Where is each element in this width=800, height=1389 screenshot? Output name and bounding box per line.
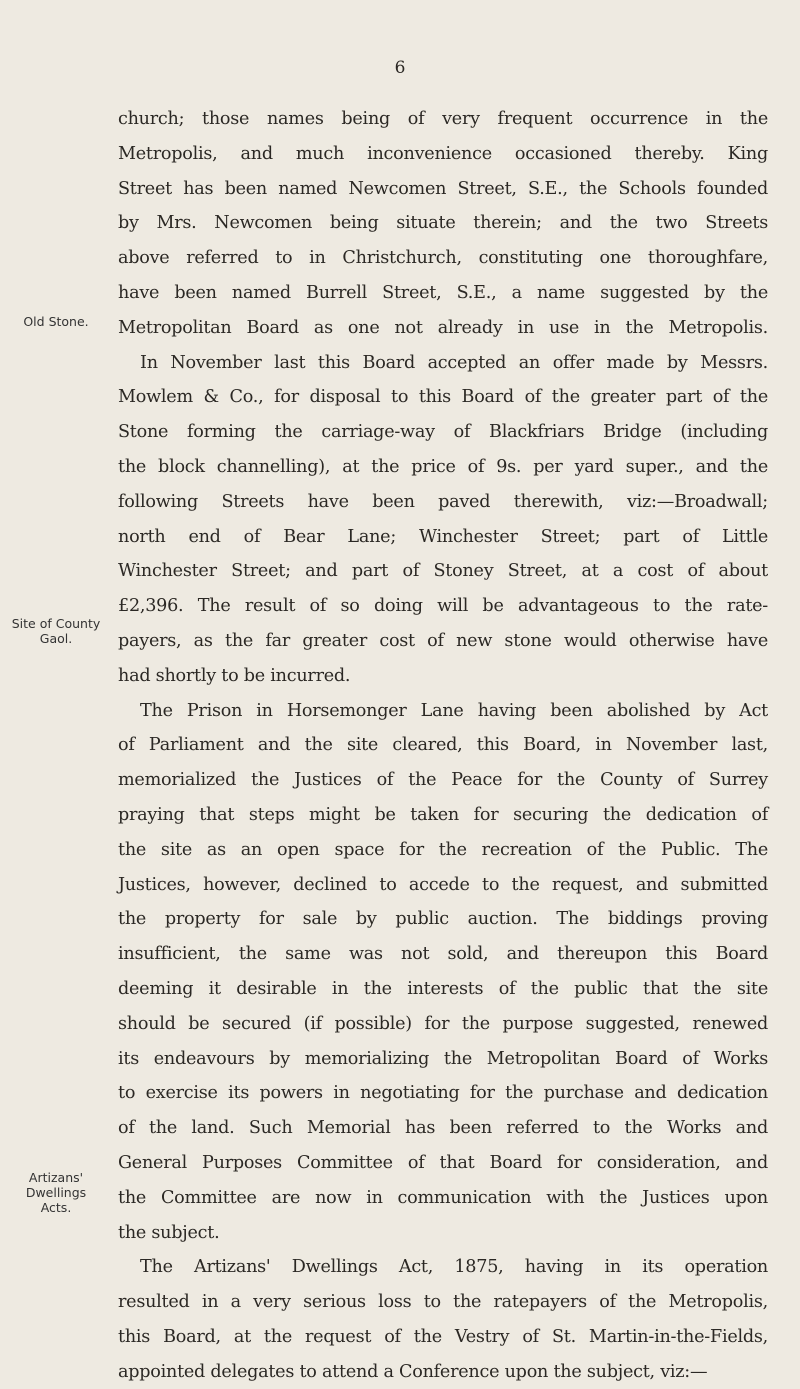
text-line: the block channelling), at the price of 9s. per yard super., and the (118, 456, 768, 477)
margin-note-line: Acts. (40, 1200, 72, 1215)
text-line: the Committee are now in communication with the Justices upon (118, 1187, 768, 1208)
text-line: payers, as the far greater cost of new stone would otherwise have (118, 630, 768, 651)
margin-note-line: Dwellings (25, 1185, 87, 1200)
paragraph-county-gaol (118, 694, 768, 1251)
body-text (118, 102, 768, 1389)
text-line: Justices, however, declined to accede to the request, and submitted (118, 874, 768, 895)
text-line: Mowlem & Co., for disposal to this Board of the greater part of the (118, 387, 768, 408)
text-line: above referred to in Christchurch, constituting one thoroughfare, (118, 248, 768, 269)
text-line: £2,396. The result of so doing will be advantageous to the rate- (118, 596, 768, 617)
text-line: memorialized the Justices of the Peace for the County of Surrey (118, 770, 768, 791)
text-line: had shortly to be incurred. (118, 665, 351, 686)
margin-note-line: Artizans' (28, 1170, 84, 1185)
text-line: by Mrs. Newcomen being situate therein; and the two Streets (118, 213, 768, 234)
text-line: this Board, at the request of the Vestry of St. Martin-in-the-Fields, (118, 1326, 768, 1347)
paragraph-old-stone (118, 346, 768, 694)
text-line: north end of Bear Lane; Winchester Street; part of Little (118, 526, 768, 547)
text-line: The Artizans' Dwellings Act, 1875, having in its operation (140, 1257, 768, 1278)
text-line: following Streets have been paved therewith, viz:—Broadwall; (118, 491, 768, 512)
paragraph-artizans-dwellings (118, 1250, 768, 1389)
margin-note-old-stone (0, 314, 112, 329)
text-line: to exercise its powers in negotiating for the purchase and dedication (118, 1083, 768, 1104)
text-line: Winchester Street; and part of Stoney Street, at a cost of about (118, 561, 768, 582)
text-line: Stone forming the carriage-way of Blackfriars Bridge (including (118, 422, 768, 443)
text-line: should be secured (if possible) for the purpose suggested, renewed (118, 1013, 768, 1034)
text-line: the property for sale by public auction. The biddings proving (118, 909, 768, 930)
text-line: the subject. (118, 1222, 220, 1243)
text-line: appointed delegates to attend a Conference upon the subject, viz:— (118, 1361, 708, 1382)
text-line: The Prison in Horsemonger Lane having been abolished by Act (140, 700, 768, 721)
margin-note-artizans-dwellings (0, 1170, 112, 1215)
text-line: church; those names being of very frequent occurrence in the (118, 109, 768, 129)
margin-note-site-of-county-gaol (0, 616, 112, 646)
margin-note-line: Gaol. (39, 631, 73, 646)
text-line: the site as an open space for the recreation of the Public. The (118, 839, 768, 860)
text-line: its endeavours by memorializing the Metropolitan Board of Works (118, 1048, 768, 1069)
text-line: resulted in a very serious loss to the ratepayers of the Metropolis, (118, 1292, 768, 1313)
text-line: have been named Burrell Street, S.E., a name suggested by the (118, 282, 768, 303)
text-line: of the land. Such Memorial has been referred to the Works and (118, 1118, 768, 1139)
margin-note-line: Old Stone. (23, 314, 89, 329)
paragraph-street-names (118, 102, 768, 346)
text-line: deeming it desirable in the interests of the public that the site (118, 978, 768, 999)
text-line: In November last this Board accepted an offer made by Messrs. (140, 352, 768, 373)
margin-note-line: Site of County (11, 616, 101, 631)
page-number: 6 (394, 58, 406, 78)
text-line: Street has been named Newcomen Street, S.E., the Schools founded (118, 178, 768, 199)
text-line: General Purposes Committee of that Board for consideration, and (118, 1152, 768, 1173)
text-line: of Parliament and the site cleared, this Board, in November last, (118, 735, 768, 756)
text-line: insufficient, the same was not sold, and thereupon this Board (118, 944, 768, 965)
text-line: Metropolis, and much inconvenience occasioned thereby. King (118, 143, 768, 164)
text-line: praying that steps might be taken for securing the dedication of (118, 804, 768, 825)
text-line: Metropolitan Board as one not already in use in the Metropolis. (118, 317, 768, 338)
